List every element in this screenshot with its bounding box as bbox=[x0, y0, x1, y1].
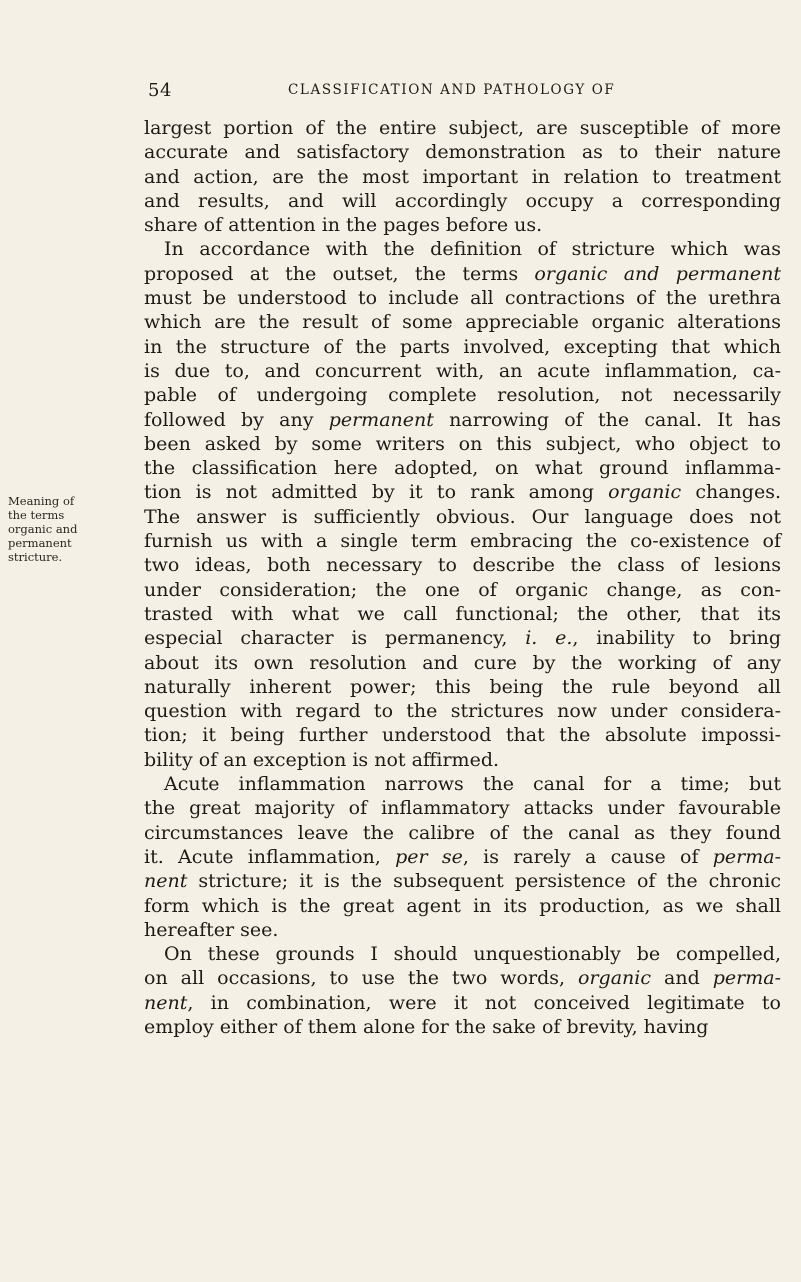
text-line: the classification here adopted, on what ground inflamma- bbox=[144, 457, 781, 480]
text-line: tion; it being further understood that the absolute impossi- bbox=[144, 724, 781, 747]
text-line: and results, and will accordingly occupy a corresponding bbox=[144, 189, 781, 212]
text-line: circumstances leave the calibre of the canal as they found bbox=[144, 821, 781, 844]
text-line: about its own resolution and cure by the working of any bbox=[144, 651, 781, 674]
margin-note-line: stricture. bbox=[8, 550, 63, 564]
text-line: largest portion of the entire subject, are susceptible of more bbox=[144, 117, 781, 139]
text-line: tion is not admitted by it to rank among organic changes. bbox=[144, 481, 781, 504]
text-line: is due to, and concurrent with, an acute inflammation, ca- bbox=[144, 359, 781, 382]
text-line: naturally inherent power; this being the rule beyond all bbox=[144, 675, 781, 698]
text-line: Acute inflammation narrows the canal for a time; but bbox=[164, 773, 781, 796]
text-line: On these grounds I should unquestionably be compelled, bbox=[164, 943, 781, 966]
text-line: which are the result of some appreciable organic alterations bbox=[144, 311, 781, 334]
text-line: under consideration; the one of organic change, as con- bbox=[144, 578, 781, 601]
text-line: on all occasions, to use the two words, organic and perma- bbox=[144, 967, 781, 990]
page-number: 54 bbox=[148, 80, 172, 101]
margin-note-line: organic and bbox=[8, 522, 78, 536]
text-line: question with regard to the strictures now under considera- bbox=[144, 700, 781, 723]
margin-note-line: permanent bbox=[8, 536, 72, 550]
body-text bbox=[144, 116, 781, 1039]
text-line: In accordance with the definition of stricture which was bbox=[164, 238, 781, 261]
text-line: must be understood to include all contractions of the urethra bbox=[144, 287, 781, 310]
text-line: proposed at the outset, the terms organic and permanent bbox=[144, 262, 781, 285]
text-line: nent, in combination, were it not conceived legitimate to bbox=[144, 991, 781, 1014]
text-line: especial character is permanency, i. e., inability to bring bbox=[144, 627, 782, 650]
margin-note-line: Meaning of bbox=[8, 494, 75, 508]
text-line: pable of undergoing complete resolution, not necessarily bbox=[144, 384, 781, 407]
margin-note-line: the terms bbox=[8, 508, 65, 522]
running-head bbox=[0, 80, 801, 104]
text-line: accurate and satisfactory demonstration as to their nature bbox=[144, 141, 781, 164]
text-line: in the structure of the parts involved, excepting that which bbox=[144, 335, 781, 358]
text-line: furnish us with a single term embracing the co-existence of bbox=[144, 530, 781, 553]
text-line: employ either of them alone for the sake of brevity, having bbox=[144, 1015, 709, 1038]
text-line: trasted with what we call functional; the other, that its bbox=[144, 602, 781, 625]
text-line: and action, are the most important in relation to treatment bbox=[144, 165, 781, 188]
text-line: two ideas, both necessary to describe the class of lesions bbox=[144, 554, 781, 577]
text-line: nent stricture; it is the subsequent persistence of the chronic bbox=[144, 870, 781, 893]
text-line: The answer is sufficiently obvious. Our language does not bbox=[144, 505, 781, 528]
text-line: bility of an exception is not affirmed. bbox=[144, 748, 500, 771]
text-line: form which is the great agent in its production, as we shall bbox=[144, 894, 781, 917]
text-line: share of attention in the pages before us. bbox=[144, 214, 543, 237]
margin-note bbox=[8, 494, 104, 564]
text-line: been asked by some writers on this subject, who object to bbox=[144, 432, 781, 455]
running-title: CLASSIFICATION AND PATHOLOGY OF bbox=[288, 82, 616, 98]
text-line: followed by any permanent narrowing of the canal. It has bbox=[144, 408, 781, 431]
text-line: the great majority of inflammatory attacks under favourable bbox=[144, 797, 781, 820]
text-line: it. Acute inflammation, per se, is rarely a cause of perma- bbox=[144, 845, 782, 868]
text-line: hereafter see. bbox=[144, 918, 279, 941]
